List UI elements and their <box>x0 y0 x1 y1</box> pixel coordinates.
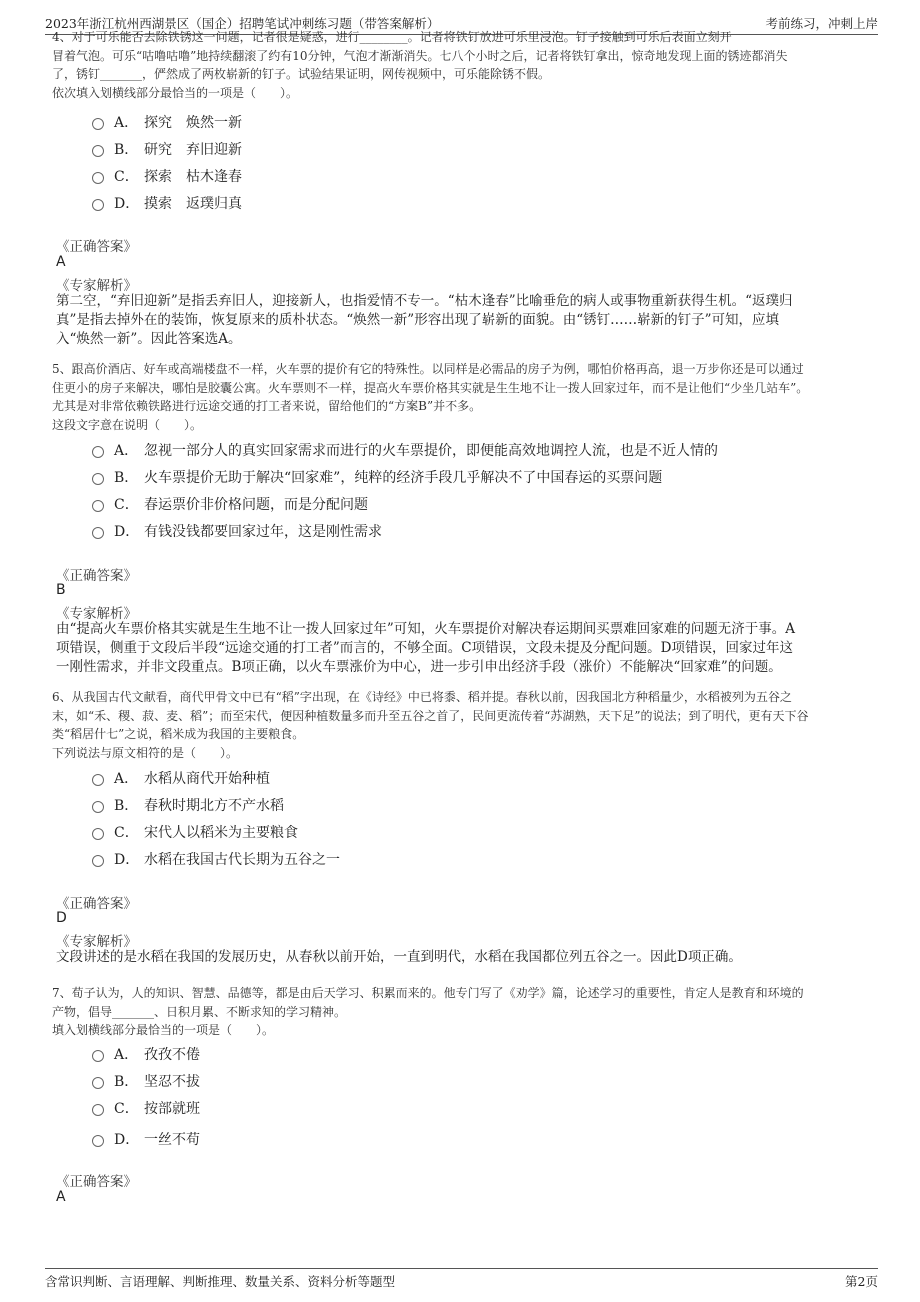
option-b[interactable]: B． 火车票提价无助于解决“回家难”，纯粹的经济手段几乎解决不了中国春运的买票问题 <box>92 463 718 490</box>
analysis-label: 《专家解析》 <box>56 934 137 950</box>
question-prompt: 依次填入划横线部分最恰当的一项是（ ）。 <box>52 85 299 100</box>
answer-value: A <box>56 254 66 270</box>
question-line: 5、跟高价酒店、好车或高端楼盘不一样，火车票的提价有它的特殊性。以同样是必需品的房子为例，哪怕价格再高，退一万步你还是可以通过 <box>52 362 804 376</box>
option-d[interactable]: D． 摸索 返璞归真 <box>92 189 242 216</box>
analysis-label: 《专家解析》 <box>56 278 137 294</box>
option-d[interactable]: D． 有钱没钱都要回家过年，这是刚性需求 <box>92 517 718 544</box>
option-c[interactable]: C． 春运票价非价格问题，而是分配问题 <box>92 490 718 517</box>
option-a[interactable]: A． 探究 焕然一新 <box>92 108 242 135</box>
option-c[interactable]: C． 宋代人以稻米为主要粮食 <box>92 818 340 845</box>
question-line: 尤其是对非常依赖铁路进行远途交通的打工者来说，留给他们的“方案B”并不多。 <box>52 399 482 413</box>
radio-icon[interactable] <box>92 527 104 539</box>
page-footer <box>45 1268 878 1296</box>
option-d[interactable]: D． 一丝不苟 <box>92 1125 200 1152</box>
question-line: 类“稻居什七”之说，稻米成为我国的主要粮食。 <box>52 727 305 741</box>
radio-icon[interactable] <box>92 446 104 458</box>
analysis-text: 第二空，“弃旧迎新”是指丢弃旧人，迎接新人，也指爱情不专一。“枯木逢春”比喻垂危的病人或事物重新获得生机。“返璞归 真”是指去掉外在的装饰，恢复原来的质朴状态。“焕然一新”形容出现了崭新的面貌。由“锈钉……崭新的钉子”可知，应填 入“焕然一新”。因此答案选A。 <box>56 293 793 347</box>
question-7-options <box>92 1040 200 1152</box>
radio-icon[interactable] <box>92 1077 104 1089</box>
answer-label: 《正确答案》 <box>56 896 137 912</box>
question-6-stem <box>52 688 867 762</box>
answer-value: B <box>56 582 66 598</box>
question-line: 冒着气泡。可乐“咕噜咕噜”地持续翻滚了约有10分钟，气泡才渐渐消失。七八个小时之后，记者将铁钉拿出，惊奇地发现上面的锈迹都消失 <box>52 48 788 63</box>
radio-icon[interactable] <box>92 118 104 130</box>
radio-icon[interactable] <box>92 774 104 786</box>
header-slogan: 考前练习，冲刺上岸 <box>765 16 878 31</box>
option-a[interactable]: A． 水稻从商代开始种植 <box>92 764 340 791</box>
question-6-options <box>92 764 340 872</box>
radio-icon[interactable] <box>92 855 104 867</box>
radio-icon[interactable] <box>92 473 104 485</box>
answer-label: 《正确答案》 <box>56 239 137 255</box>
question-prompt: 这段文字意在说明（ ）。 <box>52 417 203 432</box>
question-5-options <box>92 436 718 544</box>
radio-icon[interactable] <box>92 172 104 184</box>
analysis-text: 由“提高火车票价格其实就是生生地不让一拨人回家过年”可知，火车票提价对解决春运期间买票难回家难的问题无济于事。A 项错误，侧重于文段后半段“远途交通的打工者”而言的，不够全面。C项错误，文段未提及分配问题。D项错误，回家过年这 一刚性需求，并非文段重点。B项正确，以火车票涨价为中心，进一步引申出经济手段（涨价）不能解决“回家难”的问题。 <box>56 621 796 675</box>
radio-icon[interactable] <box>92 828 104 840</box>
answer-value: D <box>56 910 67 926</box>
question-line: 6、从我国古代文献看，商代甲骨文中已有“稻”字出现，在《诗经》中已将黍、稻并提。春秋以前，因我国北方种稻量少，水稻被列为五谷之 <box>52 690 792 704</box>
option-a[interactable]: A． 孜孜不倦 <box>92 1040 200 1067</box>
question-4-options <box>92 108 242 216</box>
question-prompt: 下列说法与原文相符的是（ ）。 <box>52 745 239 760</box>
option-d[interactable]: D． 水稻在我国古代长期为五谷之一 <box>92 845 340 872</box>
radio-icon[interactable] <box>92 199 104 211</box>
analysis-label: 《专家解析》 <box>56 606 137 622</box>
option-a[interactable]: A． 忽视一部分人的真实回家需求而进行的火车票提价，即便能高效地调控人流，也是不近人情的 <box>92 436 718 463</box>
answer-label: 《正确答案》 <box>56 568 137 584</box>
question-line: 了，锈钉_______，俨然成了两枚崭新的钉子。试验结果证明，网传视频中，可乐能除锈不假。 <box>52 67 551 81</box>
question-line: 住更小的房子来解决，哪怕是胶囊公寓。火车票则不一样，提高火车票价格其实就是生生地不让一拨人回家过年，而不是让他们“少坐几站车”。 <box>52 380 809 395</box>
option-c[interactable]: C． 探索 枯木逢春 <box>92 162 242 189</box>
header-title: 2023年浙江杭州西湖景区（国企）招聘笔试冲刺练习题（带答案解析） <box>45 16 440 31</box>
radio-icon[interactable] <box>92 801 104 813</box>
answer-value: A <box>56 1189 66 1205</box>
radio-icon[interactable] <box>92 1104 104 1116</box>
radio-icon[interactable] <box>92 500 104 512</box>
question-line: 产物，倡导_______、日积月累、不断求知的学习精神。 <box>52 1004 347 1019</box>
option-b[interactable]: B． 研究 弃旧迎新 <box>92 135 242 162</box>
question-line: 末，如“禾、稷、菽、麦、稻”；而至宋代，便因种植数量多而升至五谷之首了，民间更流传着“苏湖熟，天下足”的说法；到了明代，更有天下谷 <box>52 708 809 723</box>
question-5-stem <box>52 360 867 434</box>
answer-label: 《正确答案》 <box>56 1174 137 1190</box>
question-prompt: 填入划横线部分最恰当的一项是（ ）。 <box>52 1023 275 1037</box>
footer-note: 含常识判断、言语理解、判断推理、数量关系、资料分析等题型 <box>45 1274 396 1289</box>
option-b[interactable]: B． 坚忍不拔 <box>92 1067 200 1094</box>
question-7-stem <box>52 984 867 1040</box>
question-line: 7、荀子认为，人的知识、智慧、品德等，都是由后天学习、积累而来的。他专门写了《劝学》篇，论述学习的重要性，肯定人是教育和环境的 <box>52 986 804 1000</box>
option-b[interactable]: B． 春秋时期北方不产水稻 <box>92 791 340 818</box>
page-number: 第2页 <box>845 1274 878 1289</box>
radio-icon[interactable] <box>92 1135 104 1147</box>
option-c[interactable]: C． 按部就班 <box>92 1094 200 1121</box>
question-line: 4、对于可乐能否去除铁锈这一问题，记者很是疑惑，进行________。记者将铁钉放进可乐里浸泡。钉子接触到可乐后表面立刻开 <box>52 30 732 44</box>
radio-icon[interactable] <box>92 145 104 157</box>
radio-icon[interactable] <box>92 1050 104 1062</box>
analysis-text: 文段讲述的是水稻在我国的发展历史，从春秋以前开始，一直到明代，水稻在我国都位列五谷之一。因此D项正确。 <box>56 949 742 965</box>
question-4-stem <box>52 28 867 102</box>
